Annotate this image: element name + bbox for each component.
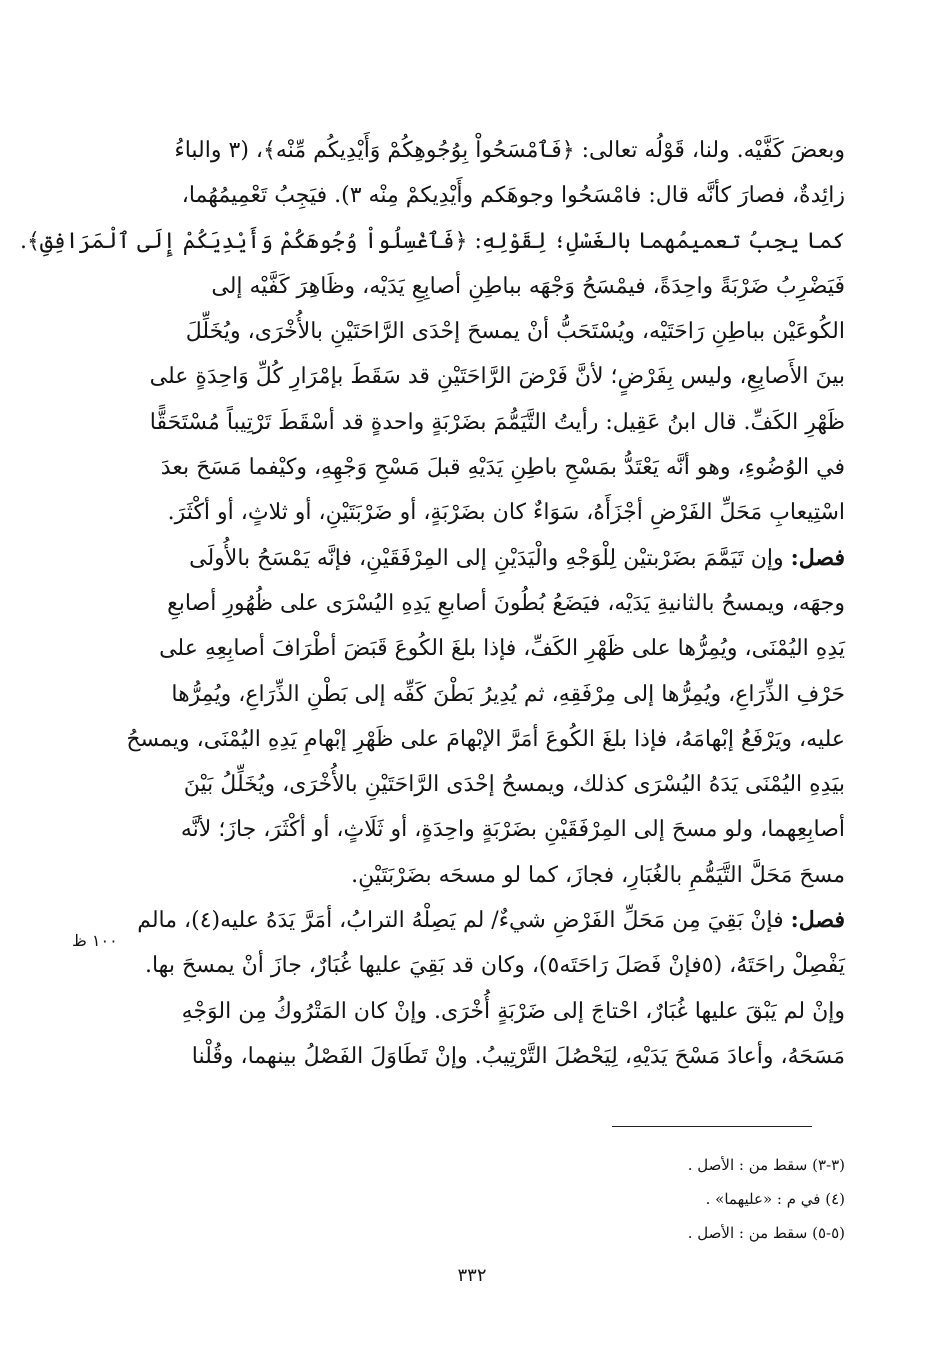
text-line: وبعضَ كَفَّيْه. ولنا، قَوْلُه تعالى: ﴿فَٱمْسَحُواْ بِوُجُوهِكُمْ وَأَيْدِيكُم مِّنْه﴾، (٣ والباءُ — [174, 138, 845, 163]
text-line — [137, 898, 845, 943]
section-heading: فصل: — [790, 907, 845, 934]
paragraph-2 — [126, 536, 845, 898]
paragraph-1 — [20, 128, 845, 536]
text-line: بيَدِهِ اليُمْنَى يَدَهُ اليُسْرَى كذلك، ويمسحُ إحْدَى الرَّاحَتَيْنِ بالأُخْرَى، ويُخَلِّلُ بَيْنَ — [183, 772, 845, 798]
paragraph-3 — [137, 898, 845, 1079]
text-line: اسْتِيعابِ مَحَلِّ الفَرْضِ أجْزَأَهُ، سَوَاءٌ كان بضَرْبَةٍ، أو ضَرْبَتَيْنِ، أو ثلاثٍ، أو أكْثَرَ. — [167, 500, 845, 526]
text-line: كما يجِبُ تعميمُهما بالغَسْلِ؛ لِقَوْلِهِ: ﴿فَٱغْسِلُواْ وُجُوهَكُمْ وَأَيْدِيَكُمْ إِلَى ٱلْمَرَافِقِ﴾. — [20, 228, 845, 254]
text-line: في الوُضُوءِ، وهو أنَّه يَعْتَدُّ بمَسْحِ باطِنِ يَدَيْهِ قبلَ مَسْحِ وَجْهِهِ، وكيْفما مَسَحَ بعدَ — [160, 455, 845, 481]
text-line: يَفْصِلْ راحَتَهُ، (٥فإنْ فَصَلَ رَاحَتَه٥)، وكان قد بَقِيَ عليها غُبَارٌ، جازَ أنْ يمسحَ بها. — [144, 953, 845, 979]
footnote: (٣-٣) سقط من : الأصل . — [687, 1156, 845, 1174]
line-text: وإن تَيَمَّمَ بضَرْبتيْن لِلْوَجْهِ والْيَدَيْنِ إلى المِرْفَقَيْنِ، فإنَّه يَمْسَحُ بالأُولَى — [189, 545, 784, 571]
text-line — [150, 536, 845, 581]
text-line: عليه، ويَرْفَعُ إبْهامَهُ، فإذا بلغَ الكُوعَ أمَرَّ الإبْهامَ على ظَهْرِ إبْهامِ يَدِهِ اليُمْنَى، ويمسحُ — [126, 726, 845, 752]
footnote-divider — [612, 1126, 812, 1127]
text-line: مَسَحَهُ، وأعادَ مَسْحَ يَدَيْهِ، لِيَحْصُلَ التَّرْتِيبُ. وإنْ تَطَاوَلَ الفَصْلُ بينهما، وقُلْنا — [191, 1043, 845, 1069]
footnotes — [420, 1148, 845, 1250]
text-line: فَيَضْرِبُ ضَرْبَةً واحِدَةً، فيمْسَحُ وَجْهَه بباطِنِ أصابِعِ يَدَيْه، وظَاهِرَ كَفَّيْه إلى — [211, 273, 845, 299]
text-line: زائِدةٌ، فصارَ كأنَّه قال: فامْسَحُوا وجوهَكم وأَيْدِيكمْ مِنْه ٣). فيَجِبُ تَعْمِيمُهُما، — [181, 183, 845, 209]
text-line: الكُوعَيْن بباطِنِ رَاحَتَيْه، ويُسْتَحَبُّ أنْ يمسحَ إحْدَى الرَّاحَتَيْنِ بالأُخْرَى، ويُخَلِّلَ — [185, 319, 845, 345]
page-number: ٣٣٢ — [457, 1265, 487, 1286]
section-heading: فصل: — [790, 544, 845, 571]
footnote: (٥-٥) سقط من : الأصل . — [687, 1224, 845, 1242]
text-line: وجهَه، ويمسحُ بالثانيةِ يَدَيْه، فيَضَعُ بُطُونَ أصابعِ يَدِهِ اليُسْرَى على ظُهُورِ أصابعِ — [167, 590, 845, 616]
text-line: ظَهْرِ الكَفِّ. قال ابنُ عَقِيل: رأيتُ التَّيَمُّمَ بضَرْبَةٍ واحدةٍ قد أسْقَطَ تَرْتِيباً مُسْتَحَقًّا — [149, 409, 845, 435]
text-line: أصابِعِهما، ولو مسحَ إلى المِرْفَقَيْنِ بضَرْبَةٍ واحِدَةٍ، أو ثَلَاثٍ، أو أكْثَرَ، جازَ؛ لأنَّه — [180, 817, 845, 843]
line-text: فإنْ بَقِيَ مِن مَحَلِّ الفَرْضِ شيءٌ/ لم يَصِلْهُ الترابُ، أمَرَّ يَدَهُ عليه(٤)، مالم — [137, 908, 784, 934]
text-line: يَدِهِ اليُمْنَى، ويُمِرُّها على ظَهْرِ الكَفِّ، فإذا بلغَ الكُوعَ قَبَضَ أطْرَافَ أصابِعِهِ على — [159, 636, 845, 662]
margin-folio-note: ١٠٠ ظ — [72, 931, 118, 950]
text-line: مسحَ مَحَلَّ التَّيَمُّمِ بالغُبَارِ، فجازَ، كما لو مسحَه بضَرْبَتَيْنِ. — [351, 862, 845, 888]
text-line: بينَ الأَصابِعِ، وليس بِفَرْضٍ؛ لأنَّ فَرْضَ الرَّاحَتَيْنِ قد سَقَطَ بإمْرَارِ كُلِّ وَاحِدَةٍ على — [149, 364, 845, 390]
text-line: حَرْفِ الذِّرَاعِ، ويُمِرُّها إلى مِرْفَقِهِ، ثم يُدِيرُ بَطْنَ كَفِّه إلى بَطْنِ الذِّرَاعِ، ويُمِرُّها — [171, 681, 845, 707]
footnote: (٤) في م : «عليهما» . — [705, 1190, 845, 1208]
text-line: وإنْ لم يَبْقَ عليها غُبَارٌ، احْتاجَ إلى ضَرْبَةٍ أُخْرَى. وإنْ كان المَتْرُوكُ مِن الوَجْهِ — [181, 998, 845, 1024]
